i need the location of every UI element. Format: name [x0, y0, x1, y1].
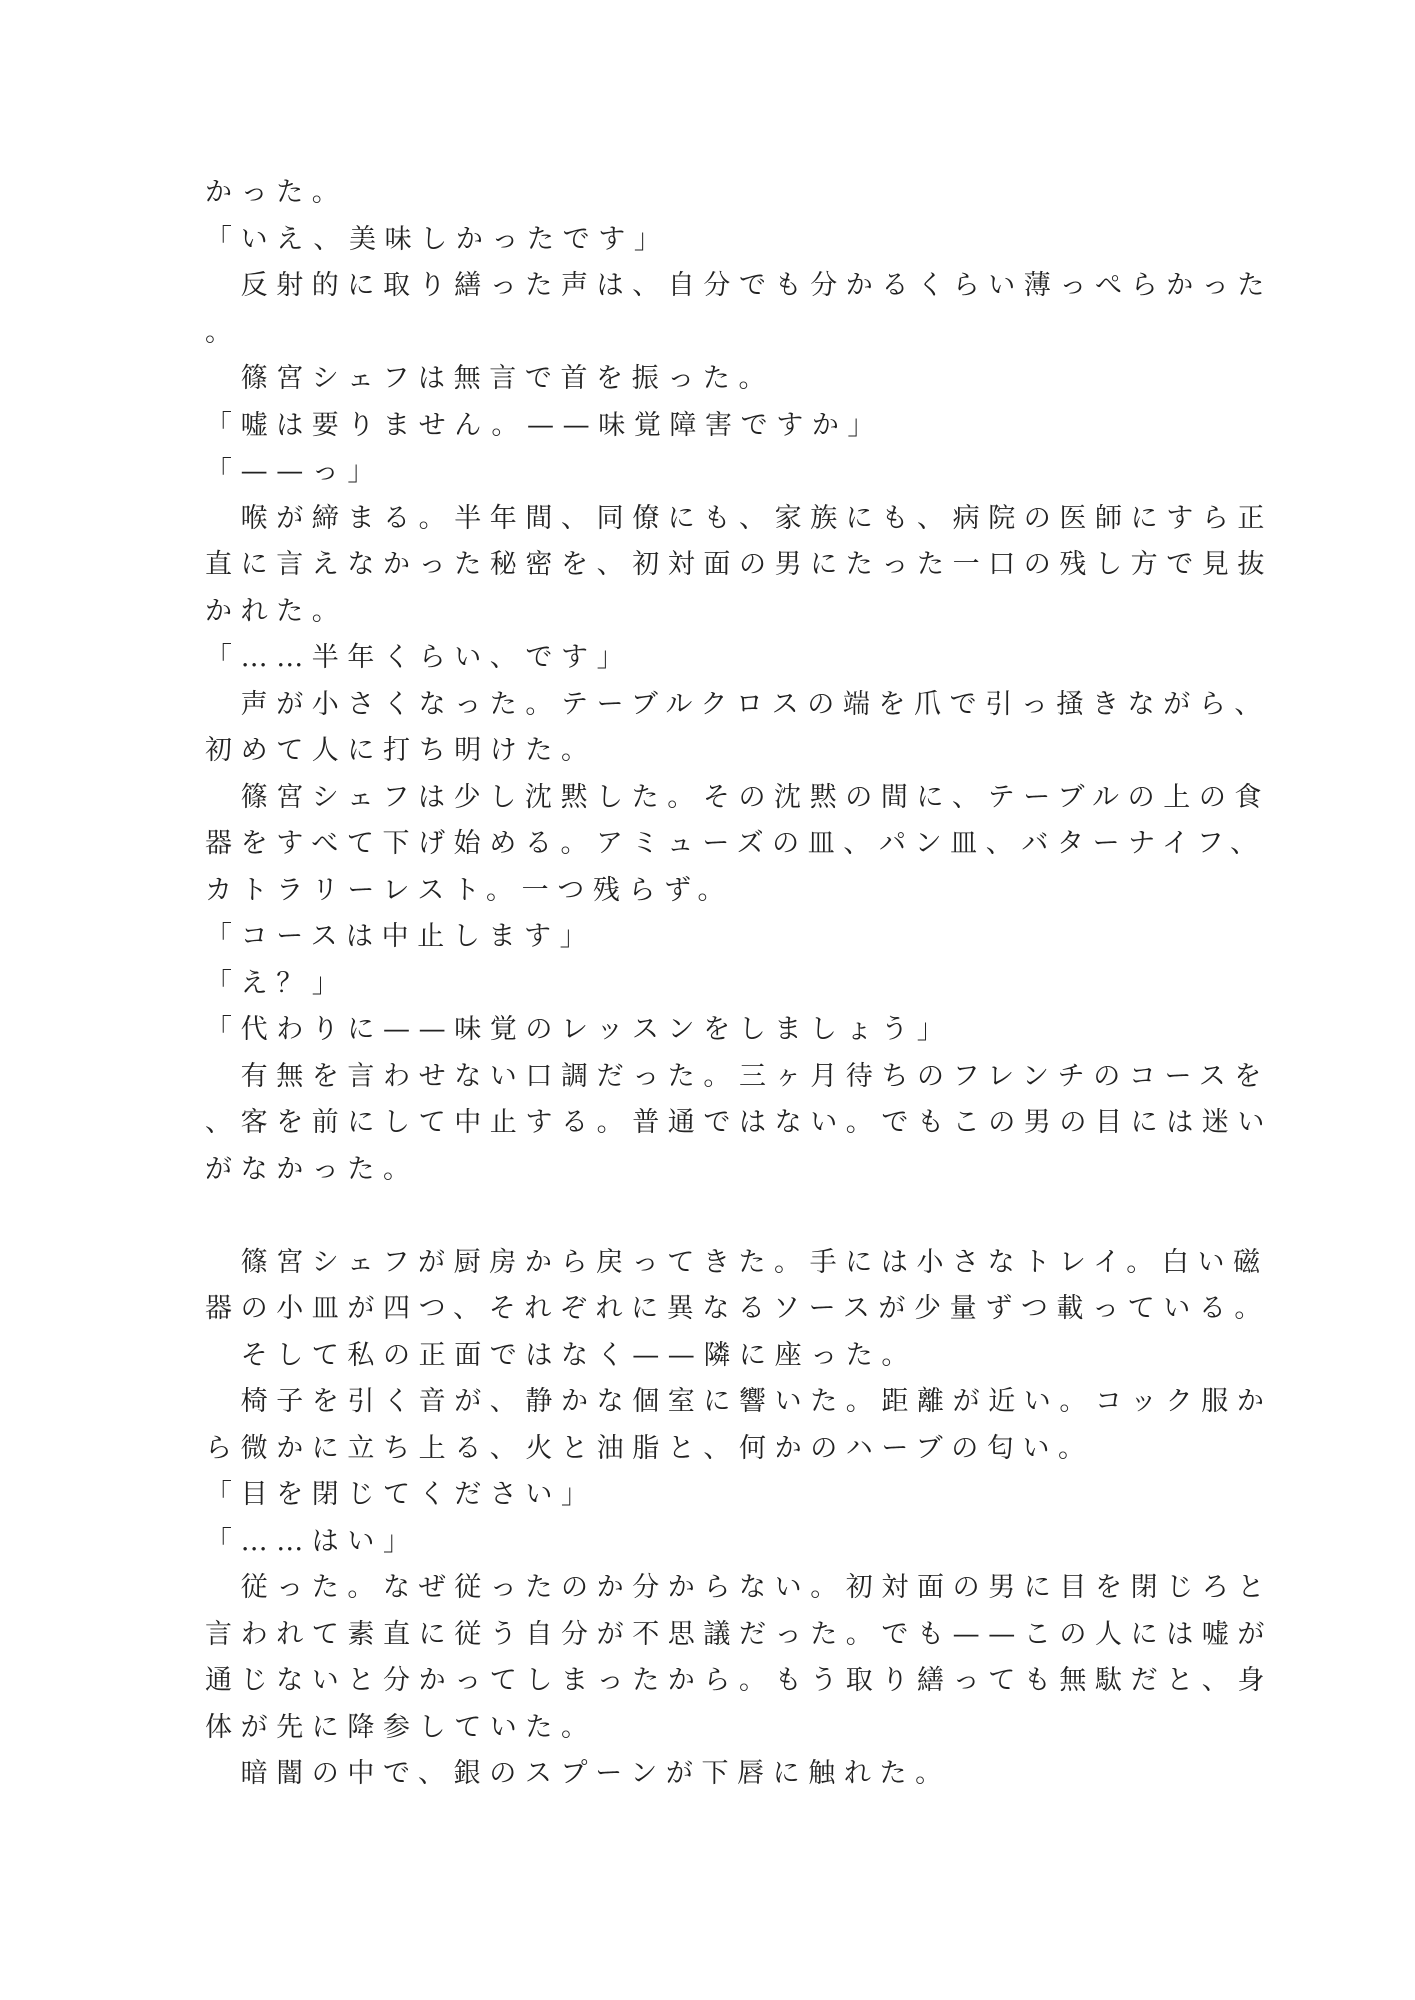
text-line: 「……はい」: [205, 1525, 419, 1557]
text-line: 「コースは中止します」: [205, 921, 596, 952]
text-line: 喉が締まる。半年間、同僚にも、家族にも、病院の医師にすら正: [205, 502, 1273, 534]
text-line: 篠宮シェフが厨房から戻ってきた。手には小さなトレイ。白い磁: [205, 1246, 1269, 1278]
text-line: 通じないと分かってしまったから。もう取り繕っても無駄だと、身: [205, 1665, 1273, 1696]
text-line: そして私の正面ではなく——隣に座った。: [205, 1339, 917, 1371]
text-line: 、客を前にして中止する。普通ではない。でもこの男の目には迷い: [205, 1107, 1273, 1138]
text-line: 篠宮シェフは少し沈黙した。その沈黙の間に、テーブルの上の食: [205, 781, 1271, 813]
text-line: 器をすべて下げ始める。アミューズの皿、パン皿、バターナイフ、: [205, 828, 1266, 859]
scene-break: [205, 1193, 1225, 1240]
text-line: 暗闇の中で、銀のスプーンが下唇に触れた。: [205, 1758, 951, 1789]
text-line: 「いえ、美味しかったです」: [205, 223, 670, 255]
text-line: がなかった。: [205, 1153, 419, 1185]
text-line: 「目を閉じてください」: [205, 1479, 597, 1510]
text-line: ら微かに立ち上る、火と油脂と、何かのハーブの匂い。: [205, 1432, 1094, 1464]
text-line: 言われて素直に従う自分が不思議だった。でも——この人には嘘が: [205, 1618, 1273, 1650]
text-line: 。: [205, 316, 241, 348]
text-line: 有無を言わせない口調だった。三ヶ月待ちのフレンチのコースを: [205, 1060, 1270, 1092]
body-text: [205, 170, 1273, 1798]
text-line: 「——っ」: [205, 456, 383, 487]
text-line: 声が小さくなった。テーブルクロスの端を爪で引っ掻きながら、: [205, 688, 1271, 720]
text-line: 「……半年くらい、です」: [205, 642, 633, 673]
text-line: 篠宮シェフは無言で首を振った。: [205, 363, 775, 394]
text-line: 「え？」: [205, 967, 348, 999]
text-line: 「嘘は要りません。——味覚障害ですか」: [205, 409, 884, 441]
text-line: かれた。: [205, 595, 348, 627]
text-line: 反射的に取り繕った声は、自分でも分かるくらい薄っぺらかった: [205, 270, 1273, 301]
text-line: カトラリーレスト。一つ残らず。: [205, 874, 734, 906]
text-line: 体が先に降参していた。: [205, 1711, 597, 1743]
text-line: 器の小皿が四つ、それぞれに異なるソースが少量ずつ載っている。: [205, 1293, 1271, 1324]
text-line: 初めて人に打ち明けた。: [205, 735, 597, 766]
text-line: 従った。なぜ従ったのか分からない。初対面の男に目を閉じろと: [205, 1572, 1273, 1603]
text-line: かった。: [205, 177, 348, 208]
text-line: 「代わりに——味覚のレッスンをしましょう」: [205, 1014, 953, 1045]
text-line: 直に言えなかった秘密を、初対面の男にたった一口の残し方で見抜: [205, 549, 1273, 580]
text-line: 椅子を引く音が、静かな個室に響いた。距離が近い。コック服か: [205, 1386, 1273, 1417]
